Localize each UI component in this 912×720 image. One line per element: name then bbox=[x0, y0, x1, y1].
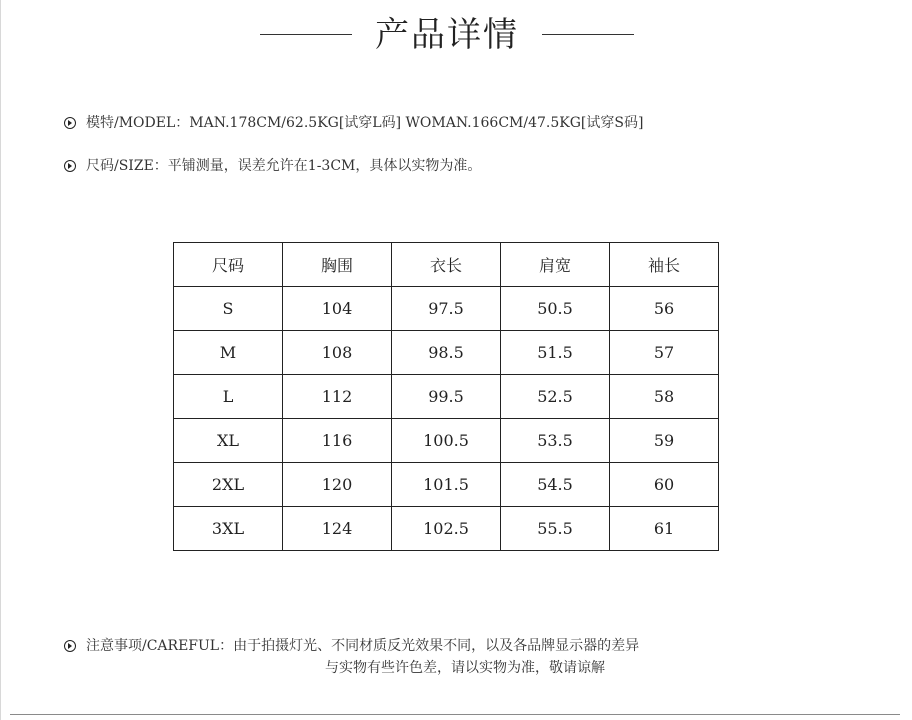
table-cell: 101.5 bbox=[392, 463, 501, 507]
table-cell: 124 bbox=[283, 507, 392, 551]
table-cell: L bbox=[174, 375, 283, 419]
table-cell: 56 bbox=[610, 287, 719, 331]
circled-play-arrow-icon bbox=[64, 640, 76, 652]
frame-left-border bbox=[0, 0, 1, 720]
section-header bbox=[0, 10, 912, 62]
careful-notice bbox=[64, 637, 639, 655]
model-info bbox=[64, 114, 643, 132]
table-cell: 3XL bbox=[174, 507, 283, 551]
table-cell: 57 bbox=[610, 331, 719, 375]
size-info-text: 平铺测量，误差允许在1-3CM，具体以实物为准。 bbox=[167, 158, 482, 174]
table-row bbox=[174, 375, 719, 419]
table-row bbox=[174, 287, 719, 331]
header-rule-left bbox=[260, 34, 352, 35]
model-info-text: MAN.178CM/62.5KG[试穿L码] WOMAN.166CM/47.5KG[试穿S码] bbox=[189, 115, 644, 131]
header-size: 尺码 bbox=[174, 243, 283, 287]
careful-label: 注意事项/CAREFUL： bbox=[86, 638, 234, 654]
size-info-label: 尺码/SIZE： bbox=[86, 158, 168, 174]
header-rule-right bbox=[542, 34, 634, 35]
table-cell: 61 bbox=[610, 507, 719, 551]
table-cell: 97.5 bbox=[392, 287, 501, 331]
size-info bbox=[64, 157, 481, 175]
page-title: 产品详情 bbox=[375, 15, 519, 55]
table-cell: 51.5 bbox=[501, 331, 610, 375]
table-cell: 98.5 bbox=[392, 331, 501, 375]
table-row bbox=[174, 419, 719, 463]
table-cell: 116 bbox=[283, 419, 392, 463]
table-row bbox=[174, 507, 719, 551]
table-cell: M bbox=[174, 331, 283, 375]
table-row bbox=[174, 463, 719, 507]
table-cell: 99.5 bbox=[392, 375, 501, 419]
bottom-divider bbox=[10, 714, 900, 715]
circled-play-arrow-icon bbox=[64, 117, 76, 129]
size-chart-table bbox=[173, 242, 719, 551]
table-cell: S bbox=[174, 287, 283, 331]
header-length: 衣长 bbox=[392, 243, 501, 287]
table-cell: XL bbox=[174, 419, 283, 463]
table-cell: 50.5 bbox=[501, 287, 610, 331]
table-cell: 2XL bbox=[174, 463, 283, 507]
table-cell: 104 bbox=[283, 287, 392, 331]
table-cell: 108 bbox=[283, 331, 392, 375]
table-cell: 112 bbox=[283, 375, 392, 419]
table-cell: 59 bbox=[610, 419, 719, 463]
header-sleeve: 袖长 bbox=[610, 243, 719, 287]
table-cell: 55.5 bbox=[501, 507, 610, 551]
table-header-row bbox=[174, 243, 719, 287]
header-chest: 胸围 bbox=[283, 243, 392, 287]
table-cell: 58 bbox=[610, 375, 719, 419]
circled-play-arrow-icon bbox=[64, 160, 76, 172]
table-cell: 53.5 bbox=[501, 419, 610, 463]
model-info-label: 模特/MODEL： bbox=[86, 115, 190, 131]
table-cell: 120 bbox=[283, 463, 392, 507]
table-cell: 100.5 bbox=[392, 419, 501, 463]
table-row bbox=[174, 331, 719, 375]
careful-line1: 由于拍摄灯光、不同材质反光效果不同，以及各品牌显示器的差异 bbox=[233, 638, 640, 654]
careful-line2: 与实物有些许色差，请以实物为准，敬请谅解 bbox=[325, 660, 605, 676]
table-cell: 54.5 bbox=[501, 463, 610, 507]
table-cell: 52.5 bbox=[501, 375, 610, 419]
table-cell: 102.5 bbox=[392, 507, 501, 551]
table-cell: 60 bbox=[610, 463, 719, 507]
header-shoulder: 肩宽 bbox=[501, 243, 610, 287]
